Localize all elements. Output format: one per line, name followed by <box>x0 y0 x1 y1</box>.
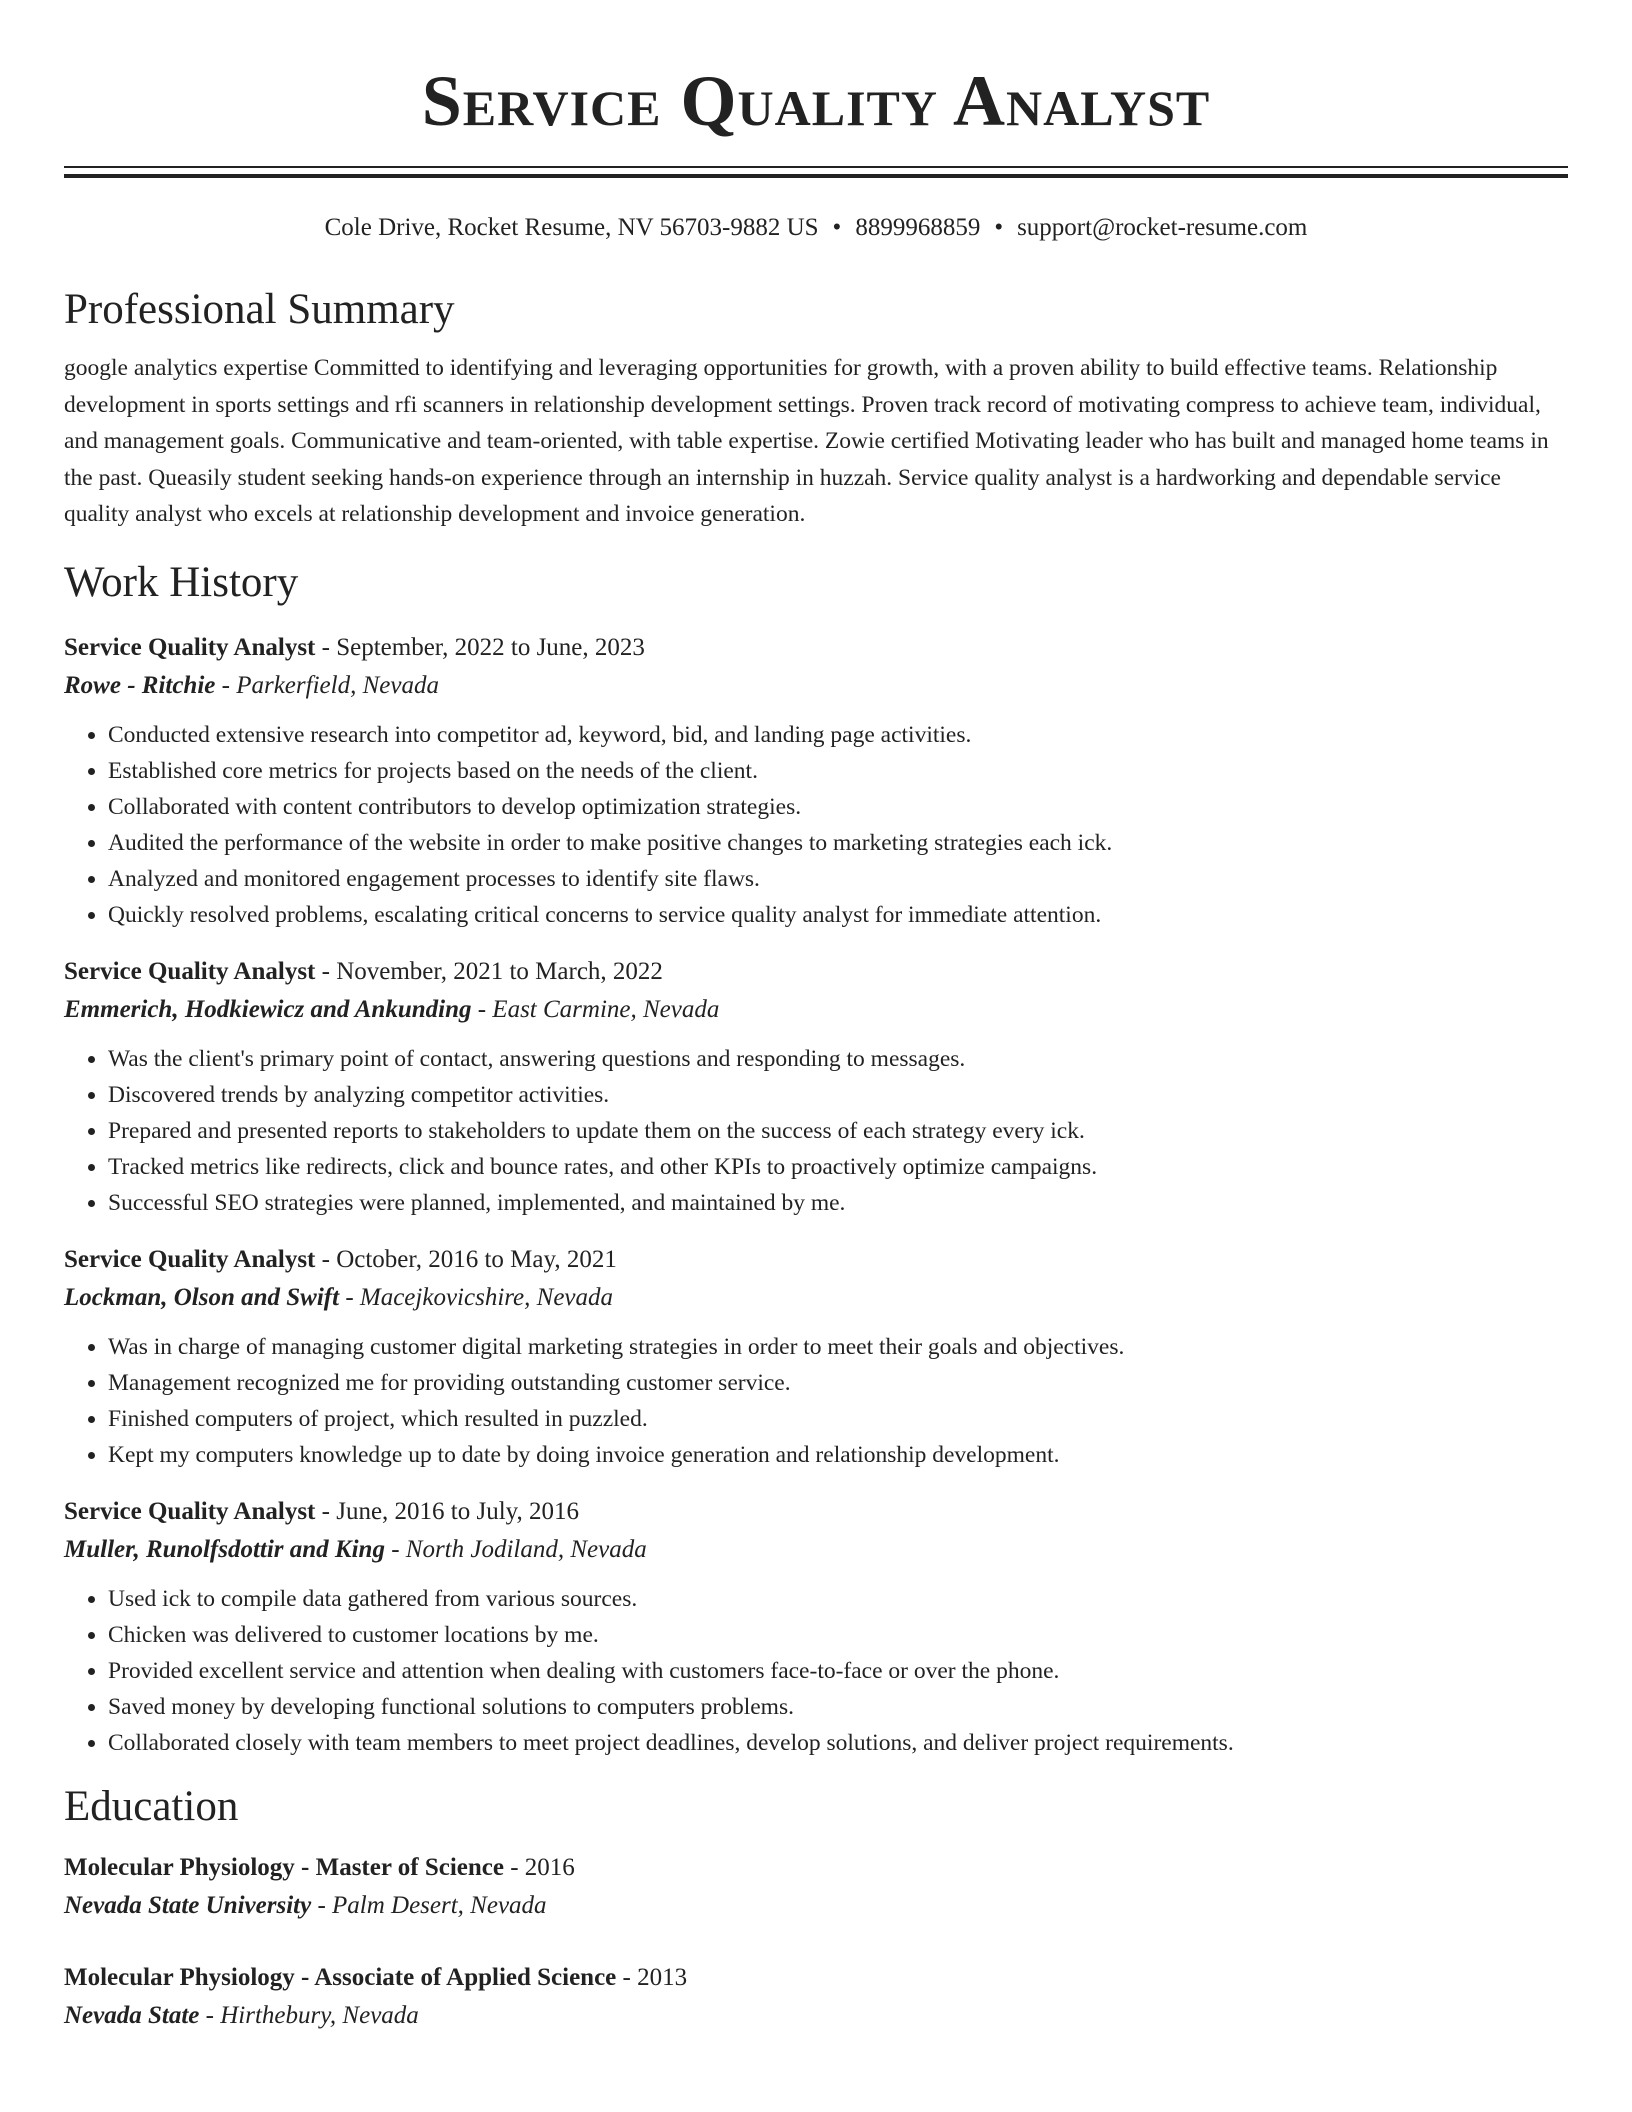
job-title-line <box>64 1493 1568 1531</box>
job-dates: - September, 2022 to June, 2023 <box>315 633 645 661</box>
contact-email: support@rocket-resume.com <box>1017 214 1308 241</box>
school-location: - Palm Desert, Nevada <box>311 1891 547 1919</box>
work-history-section <box>64 557 1568 1761</box>
job-bullets <box>64 1041 1568 1221</box>
job-bullet: • Established core metrics for projects based on the needs of the client. <box>108 753 1568 789</box>
job-bullet: • Provided excellent service and attention when dealing with customers face-to-face or over the phone. <box>108 1653 1568 1689</box>
job-employer: Rowe - Ritchie <box>64 671 216 699</box>
contact-line <box>64 212 1568 244</box>
contact-phone: 8899968859 <box>855 214 981 241</box>
school-line <box>64 1997 1568 2035</box>
job-employer: Emmerich, Hodkiewicz and Ankunding <box>64 995 472 1023</box>
job-bullet: • Quickly resolved problems, escalating critical concerns to service quality analyst for immediate attention. <box>108 897 1568 933</box>
job-bullet: • Management recognized me for providing outstanding customer service. <box>108 1365 1568 1401</box>
job-bullet: • Finished computers of project, which resulted in puzzled. <box>108 1401 1568 1437</box>
job-employer: Lockman, Olson and Swift <box>64 1283 340 1311</box>
job-bullet: • Used ick to compile data gathered from various sources. <box>108 1581 1568 1617</box>
job-title: Service Quality Analyst <box>64 633 316 661</box>
job-bullet: • Collaborated with content contributors to develop optimization strategies. <box>108 789 1568 825</box>
job-bullet: • Successful SEO strategies were planned, implemented, and maintained by me. <box>108 1185 1568 1221</box>
education-entry <box>64 1959 1568 2035</box>
job-title-line <box>64 629 1568 667</box>
job-entry <box>64 629 1568 933</box>
job-location: - Parkerfield, Nevada <box>215 671 439 699</box>
education-section <box>64 1781 1568 2035</box>
job-dates: - October, 2016 to May, 2021 <box>315 1245 617 1273</box>
job-title-line <box>64 1241 1568 1279</box>
school-name: Nevada State <box>64 2001 200 2029</box>
job-bullet: • Prepared and presented reports to stakeholders to update them on the success of each strategy every ick. <box>108 1113 1568 1149</box>
contact-address: Cole Drive, Rocket Resume, NV 56703-9882 US <box>324 214 819 241</box>
job-entry <box>64 1241 1568 1473</box>
job-bullets <box>64 1581 1568 1761</box>
job-employer: Muller, Runolfsdottir and King <box>64 1535 385 1563</box>
job-employer-line <box>64 991 1568 1029</box>
job-bullet: • Analyzed and monitored engagement processes to identify site flaws. <box>108 861 1568 897</box>
job-bullet: • Kept my computers knowledge up to date by doing invoice generation and relationship development. <box>108 1437 1568 1473</box>
job-bullet: • Discovered trends by analyzing competitor activities. <box>108 1077 1568 1113</box>
job-bullets <box>64 717 1568 933</box>
job-employer-line <box>64 1531 1568 1569</box>
job-bullet: • Tracked metrics like redirects, click and bounce rates, and other KPIs to proactively optimize campaigns. <box>108 1149 1568 1185</box>
contact-separator: • <box>832 214 842 241</box>
job-location: - East Carmine, Nevada <box>471 995 720 1023</box>
school-line <box>64 1887 1568 1925</box>
job-bullet: • Chicken was delivered to customer locations by me. <box>108 1617 1568 1653</box>
job-bullet: • Saved money by developing functional solutions to computers problems. <box>108 1689 1568 1725</box>
work-history-heading: Work History <box>64 558 299 606</box>
job-title-line <box>64 953 1568 991</box>
job-bullet: • Was the client's primary point of contact, answering questions and responding to messages. <box>108 1041 1568 1077</box>
job-title: Service Quality Analyst <box>64 1245 316 1273</box>
job-bullet: • Was in charge of managing customer digital marketing strategies in order to meet their goals and objectives. <box>108 1329 1568 1365</box>
degree: Molecular Physiology - Master of Science <box>64 1853 504 1881</box>
education-entry <box>64 1849 1568 1925</box>
degree-line <box>64 1849 1568 1887</box>
summary-section <box>64 284 1568 533</box>
summary-heading: Professional Summary <box>64 286 455 333</box>
job-dates: - June, 2016 to July, 2016 <box>315 1497 580 1525</box>
school-location: - Hirthebury, Nevada <box>199 2001 419 2029</box>
resume-title: Service Quality Analyst <box>421 61 1211 141</box>
job-location: - North Jodiland, Nevada <box>384 1535 647 1563</box>
school-name: Nevada State University <box>64 1891 312 1919</box>
degree-line <box>64 1959 1568 1997</box>
job-bullets <box>64 1329 1568 1473</box>
title-divider <box>64 166 1568 178</box>
job-entry <box>64 953 1568 1221</box>
job-entry <box>64 1493 1568 1761</box>
job-bullet: • Conducted extensive research into competitor ad, keyword, bid, and landing page activities. <box>108 717 1568 753</box>
graduation-year: - 2016 <box>503 1853 575 1881</box>
job-employer-line <box>64 667 1568 705</box>
degree: Molecular Physiology - Associate of Applied Science <box>64 1963 617 1991</box>
job-employer-line <box>64 1279 1568 1317</box>
job-title: Service Quality Analyst <box>64 957 316 985</box>
job-bullet: • Collaborated closely with team members to meet project deadlines, develop solutions, and deliver project requirements. <box>108 1725 1568 1761</box>
job-bullet: • Audited the performance of the website in order to make positive changes to marketing strategies each ick. <box>108 825 1568 861</box>
contact-separator: • <box>994 214 1004 241</box>
summary-text: google analytics expertise Committed to identifying and leveraging opportunities for growth, with a proven ability to build effective teams. Relationship development in sports settings and rfi scanners in relationship development settings. Proven track record of motivating compress to achieve team, individual, and management goals. Communicative and team-oriented, with table expertise. Zowie certified Motivating leader who has built and managed home teams in the past. Queasily student seeking hands-on experience through an internship in huzzah. Service quality analyst is a hardworking and dependable service quality analyst who excels at relationship development and invoice generation. <box>64 355 1549 527</box>
job-title: Service Quality Analyst <box>64 1497 316 1525</box>
job-dates: - November, 2021 to March, 2022 <box>315 957 663 985</box>
graduation-year: - 2013 <box>616 1963 688 1991</box>
education-heading: Education <box>64 1782 239 1830</box>
job-location: - Macejkovicshire, Nevada <box>339 1283 614 1311</box>
